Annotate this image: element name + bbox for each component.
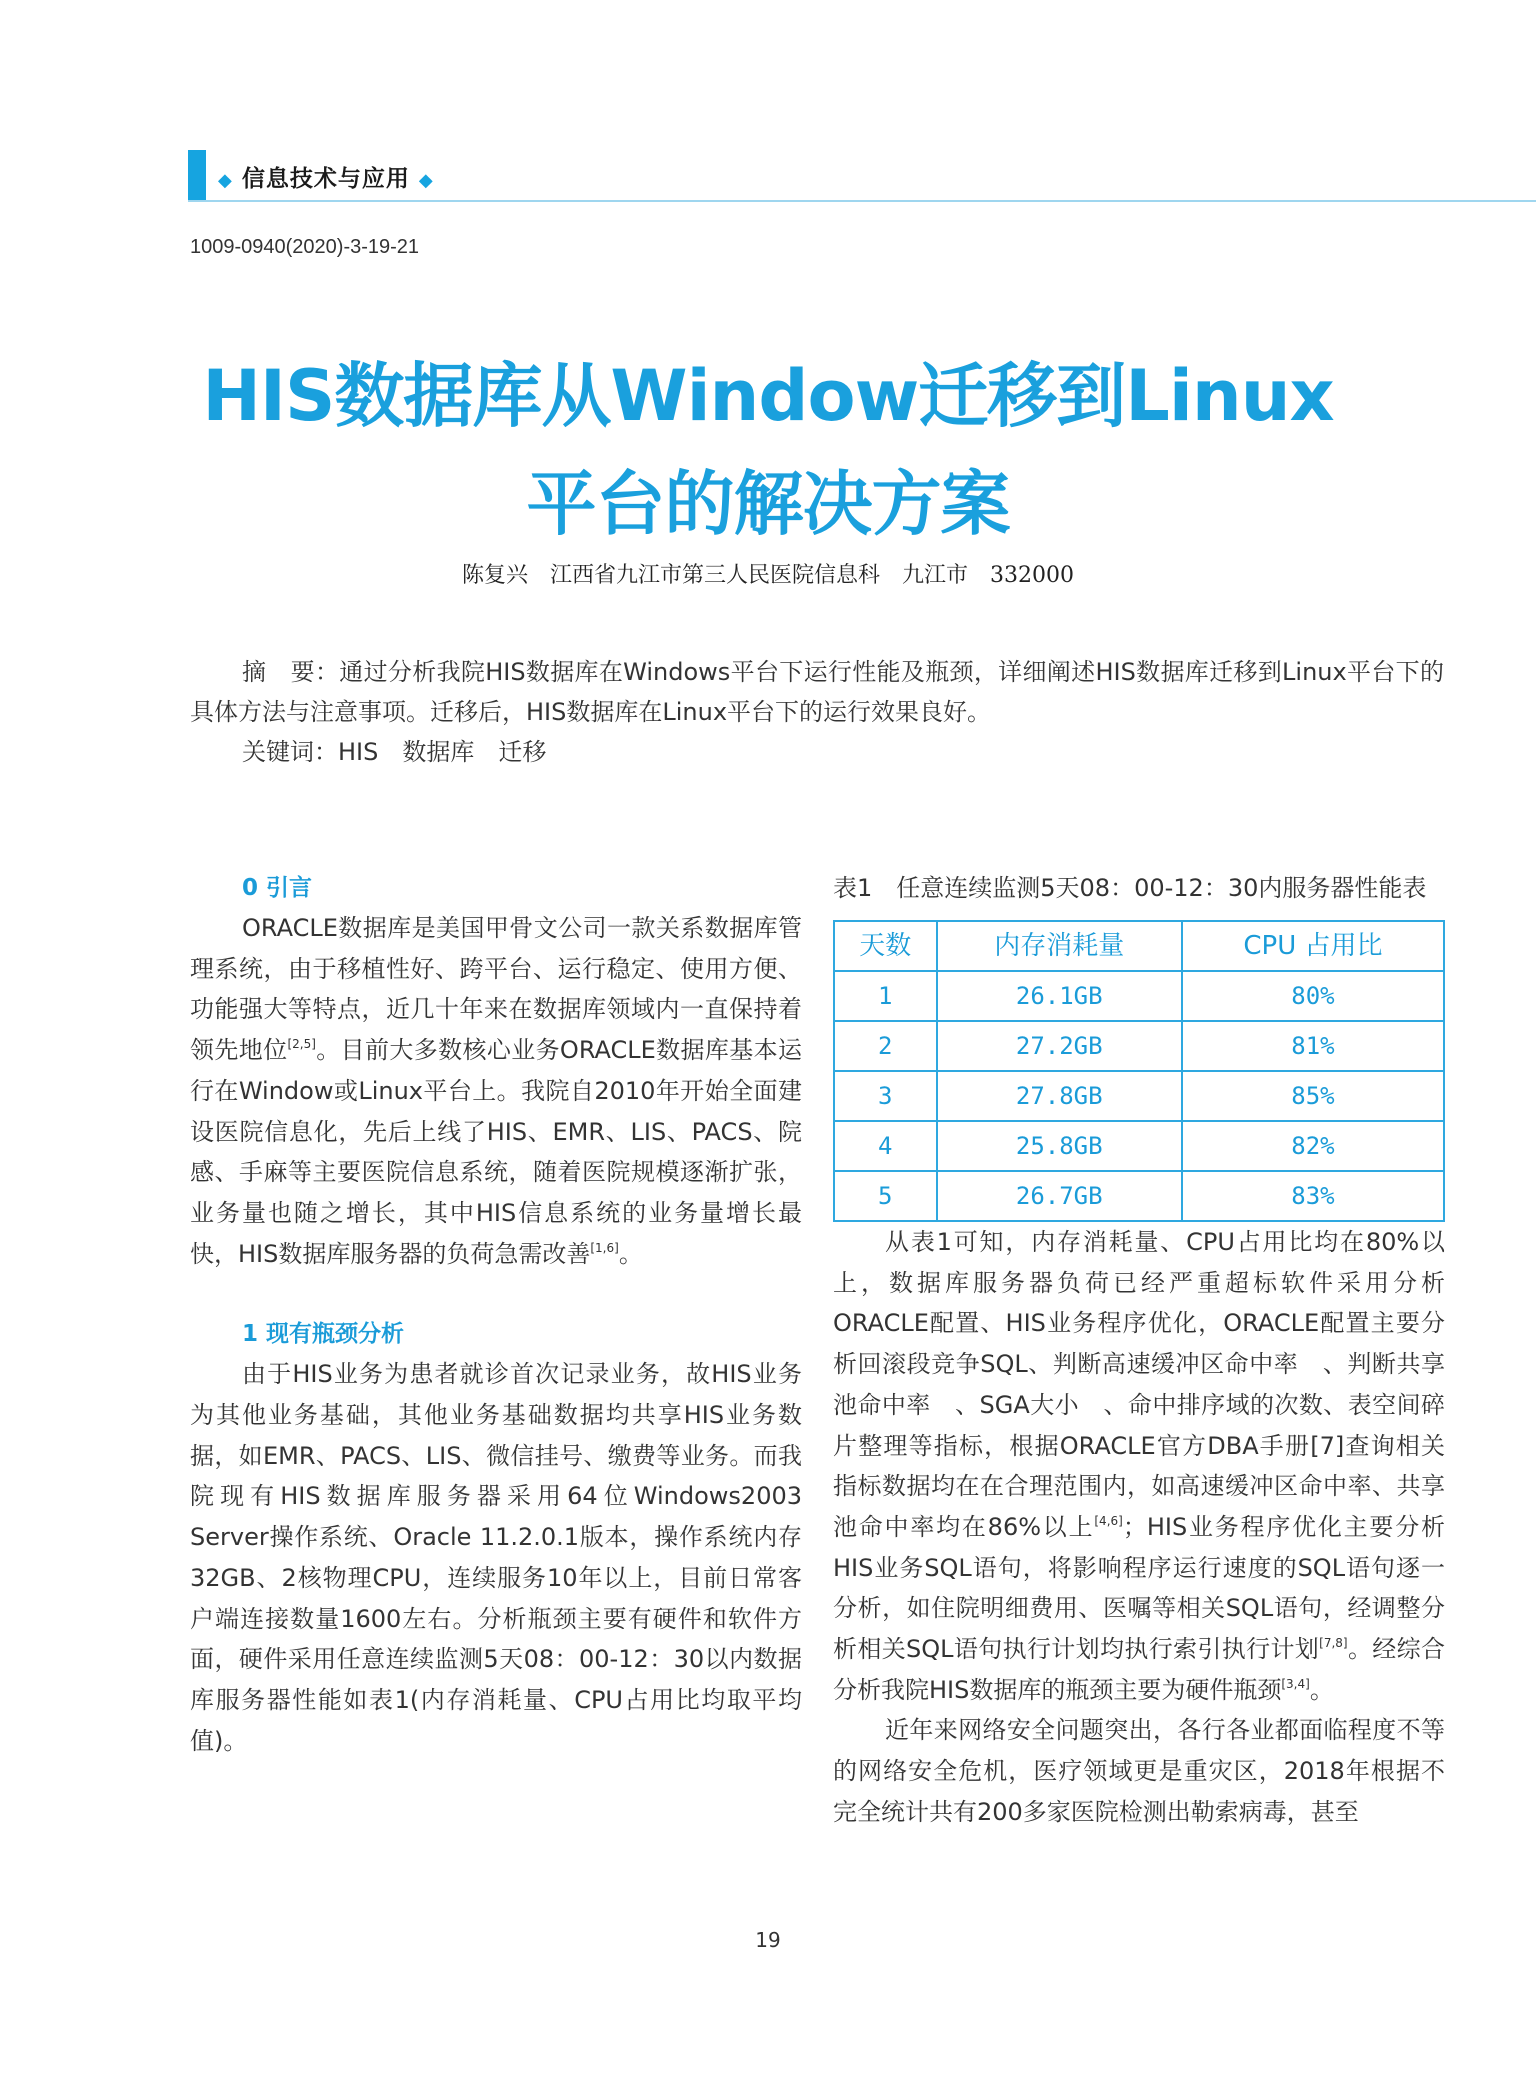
article-title-line2: 平台的解决方案 — [526, 463, 1010, 545]
section-heading-bottleneck: 1 现有瓶颈分析 — [242, 1321, 405, 1348]
performance-table — [833, 920, 1445, 1222]
diamond-icon: ◆ — [218, 170, 233, 191]
abstract-summary: 摘 要：通过分析我院HIS数据库在Windows平台下运行性能及瓶颈，详细阐述HIS数据库迁移到Linux平台下的具体方法与注意事项。迁移后，HIS数据库在Linux平台下的运行效果良好。 — [190, 658, 1444, 726]
table-cell: 4 — [834, 1121, 937, 1171]
analysis-paragraph — [833, 1222, 1445, 1710]
left-column — [190, 868, 802, 1761]
table-row — [834, 1121, 1444, 1171]
header-title — [218, 160, 434, 193]
table-row — [834, 971, 1444, 1021]
keywords: 关键词：HIS 数据库 迁移 — [242, 738, 547, 766]
citation: [3,4] — [1281, 1676, 1310, 1691]
section-header — [188, 150, 1536, 202]
table-header-cell: 内存消耗量 — [937, 921, 1182, 971]
intro-paragraph — [190, 908, 802, 1274]
table-cell: 25.8GB — [937, 1121, 1182, 1171]
header-title-text: 信息技术与应用 — [241, 166, 410, 192]
citation: [1,6] — [590, 1240, 619, 1255]
citation: [4,6] — [1094, 1513, 1123, 1528]
table-cell: 26.1GB — [937, 971, 1182, 1021]
header-accent-bar — [188, 150, 206, 200]
table-cell: 3 — [834, 1071, 937, 1121]
analysis-text-b: ；HIS业务程序优化主要分析HIS业务SQL语句，将影响程序运行速度的SQL语句逐一分析，如住院明细费用、医嘱等相关SQL语句，经调整分析相关SQL语句执行计划均执行索引执行计划 — [833, 1512, 1445, 1664]
table-cell: 81% — [1182, 1021, 1444, 1071]
bottleneck-paragraph: 由于HIS业务为患者就诊首次记录业务，故HIS业务为其他业务基础，其他业务基础数据均共享HIS业务数据，如EMR、PACS、LIS、微信挂号、缴费等业务。而我院现有HIS数据库服务器采用64位Windows2003 Server操作系统、Oracle 11.2.0.1版本，操作系统内存32GB、2核物理CPU，连续服务10年以上，目前日常客户端连接数量1600左右。分析瓶颈主要有硬件和软件方面，硬件采用任意连续监测5天08：00-12：30以内数据库服务器性能如表1(内存消耗量、CPU占用比均取平均值)。 — [190, 1360, 802, 1755]
analysis-text-c: 。经综合分析我院HIS数据库的瓶颈主要为硬件瓶颈 — [833, 1635, 1446, 1704]
table-cell: 1 — [834, 971, 937, 1021]
table-cell: 80% — [1182, 971, 1444, 1021]
table-cell: 85% — [1182, 1071, 1444, 1121]
security-paragraph: 近年来网络安全问题突出，各行各业都面临程度不等的网络安全危机，医疗领域更是重灾区，2018年根据不完全统计共有200多家医院检测出勒索病毒，甚至 — [833, 1716, 1445, 1826]
right-column — [833, 868, 1445, 1833]
abstract — [190, 652, 1444, 772]
table-header-cell: 天数 — [834, 921, 937, 971]
intro-text-c: 。 — [618, 1239, 643, 1268]
analysis-text-d: 。 — [1309, 1675, 1334, 1704]
table-row — [834, 1171, 1444, 1221]
intro-text-a: ORACLE数据库是美国甲骨文公司一款关系数据库管理系统，由于移植性好、跨平台、运行稳定、使用方便、功能强大等特点，近几十年来在数据库领域内一直保持着领先地位 — [190, 914, 802, 1065]
table-row — [834, 1021, 1444, 1071]
table-row — [834, 1071, 1444, 1121]
table-cell: 27.2GB — [937, 1021, 1182, 1071]
citation: [7,8] — [1319, 1636, 1348, 1651]
section-heading-intro: 0 引言 — [242, 875, 313, 901]
table-cell: 83% — [1182, 1171, 1444, 1221]
citation: [2,5] — [287, 1037, 316, 1052]
diamond-icon: ◆ — [418, 170, 434, 191]
table-cell: 82% — [1182, 1121, 1444, 1171]
analysis-text-a: 从表1可知，内存消耗量、CPU占用比均在80%以上，数据库服务器负荷已经严重超标软件采用分析ORACLE配置、HIS业务程序优化，ORACLE配置主要分析回滚段竞争SQL、判断高速缓冲区命中率 、判断共享池命中率 、SGA大小 、命中排序域的次数、表空间碎片整理等指标，根据ORACLE官方DBA手册[7]查询相关指标数据均在在合理范围内，如高速缓冲区命中率、共享池命中率均在86%以上 — [833, 1228, 1445, 1541]
table-cell: 2 — [834, 1021, 937, 1071]
article-title-line1: HIS数据库从Window迁移到Linux — [202, 355, 1334, 437]
author-line: 陈复兴 江西省九江市第三人民医院信息科 九江市 332000 — [462, 563, 1074, 588]
table-header-cell: CPU 占用比 — [1182, 921, 1444, 971]
intro-text-b: 。目前大多数核心业务ORACLE数据库基本运行在Window或Linux平台上。我院自2010年开始全面建设医院信息化，先后上线了HIS、EMR、LIS、PACS、院感、手麻等主要医院信息系统，随着医院规模逐渐扩张，业务量也随之增长，其中HIS信息系统的业务量增长最快，HIS数据库服务器的负荷急需改善 — [190, 1036, 803, 1268]
doc-code: 1009-0940(2020)-3-19-21 — [190, 236, 420, 258]
table-header-row — [834, 921, 1444, 971]
page-number: 19 — [755, 1928, 781, 1952]
table-cell: 5 — [834, 1171, 937, 1221]
table-cell: 26.7GB — [937, 1171, 1182, 1221]
table-cell: 27.8GB — [937, 1071, 1182, 1121]
table-caption: 表1 任意连续监测5天08：00-12：30内服务器性能表 — [833, 874, 1427, 902]
